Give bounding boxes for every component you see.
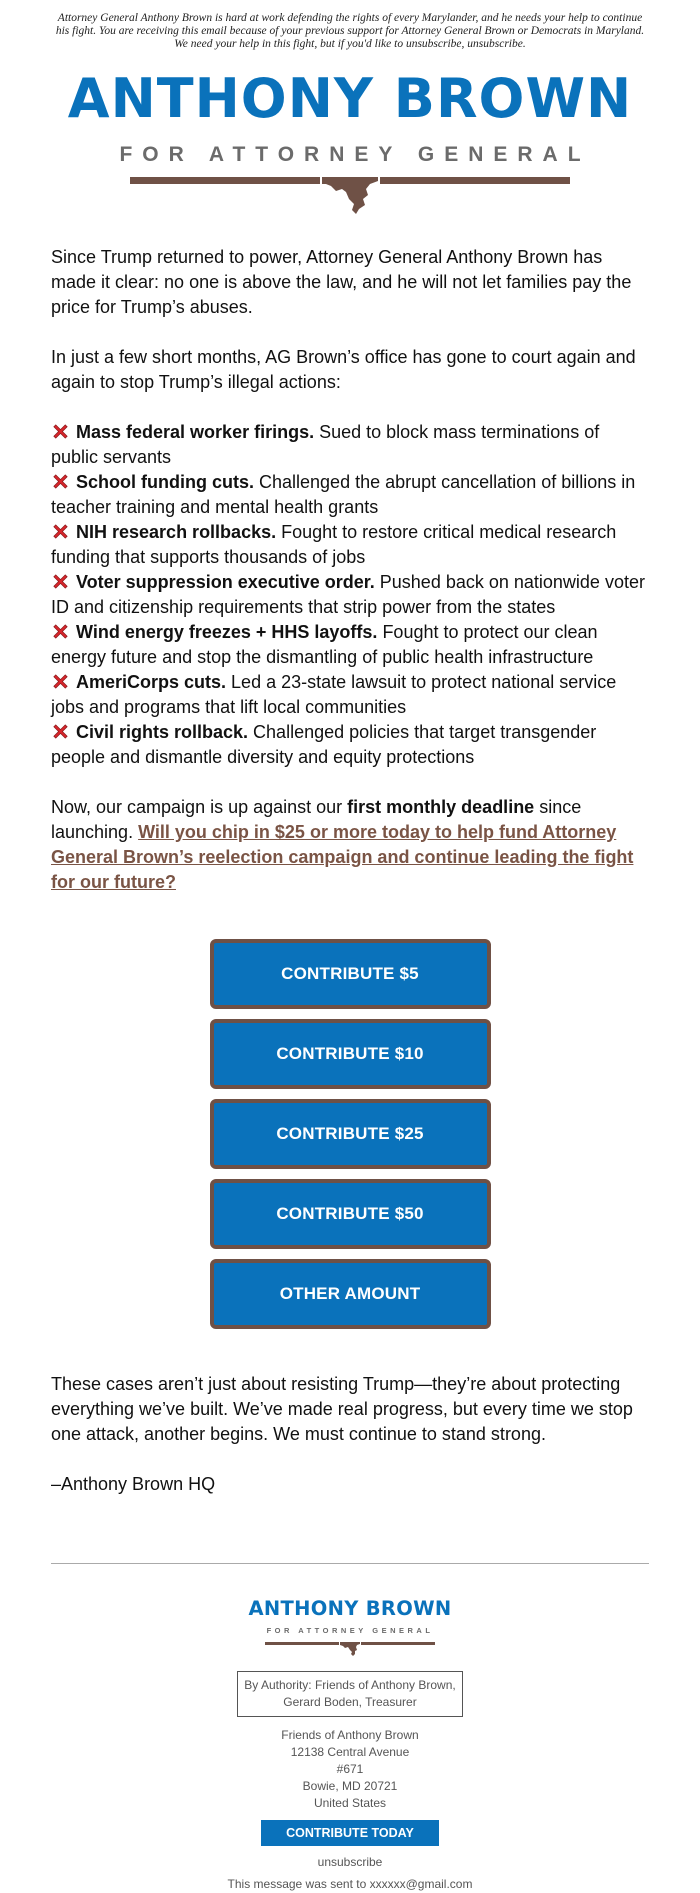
- logo-subtitle: FOR ATTORNEY GENERAL: [119, 143, 591, 166]
- list-item-text: Sued to block mass terminations of public servants: [51, 422, 600, 467]
- list-item: [51, 470, 649, 520]
- address-line: United States: [313, 1796, 387, 1810]
- list-item-text: Pushed back on nationwide voter ID and citizenship requirements that strip power from the states: [51, 572, 645, 617]
- list-item-text: Challenged the abrupt cancellation of billions in teacher training and mental health grants: [51, 472, 636, 517]
- list-item-title: Mass federal worker firings.: [76, 422, 315, 442]
- preheader-text: Attorney General Anthony Brown is hard at work defending the rights of every Marylander, and he needs your help to continue his fight. You are receiving this email because of your previous support for Attorney General Brown or Democrats in Maryland. We need your help in this fight, but if you'd like to unsubscribe, unsubscribe.: [55, 12, 645, 50]
- sent-to-text: This message was sent to xxxxxx@gmail.com: [227, 1877, 473, 1891]
- contribute-today-button[interactable]: CONTRIBUTE TODAY: [261, 1820, 439, 1846]
- list-item: [51, 720, 649, 770]
- contribution-buttons: [0, 939, 700, 1339]
- footer-logo: [0, 1598, 700, 1657]
- footer-divider: [51, 1563, 649, 1564]
- contribute-50-button[interactable]: CONTRIBUTE $50: [210, 1179, 491, 1249]
- cross-mark-icon: [51, 622, 70, 641]
- address-line: Friends of Anthony Brown: [281, 1728, 419, 1742]
- intro-paragraph: Since Trump returned to power, Attorney General Anthony Brown has made it clear: no one is above the law, and he will not let families pay the price for Trump’s abuses.: [51, 247, 632, 317]
- footer-maryland-map-icon: [265, 1641, 435, 1657]
- deadline-text-mid: since launching.: [51, 797, 582, 842]
- list-item-text: Fought to protect our clean energy future and stop the dismantling of public health infrastructure: [51, 622, 598, 667]
- list-item-title: School funding cuts.: [76, 472, 254, 492]
- authority-box: [237, 1671, 463, 1717]
- cross-mark-icon: [51, 572, 70, 591]
- authority-line: Gerard Boden, Treasurer: [283, 1695, 417, 1709]
- list-item-title: NIH research rollbacks.: [76, 522, 277, 542]
- other-amount-button[interactable]: OTHER AMOUNT: [210, 1259, 491, 1329]
- actions-list: [51, 420, 649, 770]
- mailing-address: [0, 1727, 700, 1812]
- logo-name: ANTHONY BROWN: [67, 67, 633, 130]
- cross-mark-icon: [51, 522, 70, 541]
- contribute-10-button[interactable]: CONTRIBUTE $10: [210, 1019, 491, 1089]
- list-item: [51, 520, 649, 570]
- footer-logo-subtitle: FOR ATTORNEY GENERAL: [266, 1626, 434, 1635]
- deadline-emphasis: first monthly deadline: [347, 797, 535, 817]
- court-paragraph: In just a few short months, AG Brown’s office has gone to court again and again to stop Trump’s illegal actions:: [51, 347, 636, 392]
- closing-paragraph: These cases aren’t just about resisting Trump—they’re about protecting everything we’ve built. We’ve made real progress, but every time we stop one attack, another begins. We must continue to stand strong.: [51, 1374, 633, 1444]
- list-item: [51, 420, 649, 470]
- header-logo: [0, 69, 700, 217]
- cross-mark-icon: [51, 672, 70, 691]
- cross-mark-icon: [51, 472, 70, 491]
- authority-line: By Authority: Friends of Anthony Brown,: [244, 1678, 456, 1692]
- list-item-title: Voter suppression executive order.: [76, 572, 375, 592]
- cross-mark-icon: [51, 422, 70, 441]
- message-content: [0, 245, 700, 895]
- list-item-text: Fought to restore critical medical research funding that supports thousands of jobs: [51, 522, 617, 567]
- closing-content: [0, 1372, 700, 1497]
- signature: –Anthony Brown HQ: [51, 1474, 216, 1494]
- contribute-5-button[interactable]: CONTRIBUTE $5: [210, 939, 491, 1009]
- cross-mark-icon: [51, 722, 70, 741]
- deadline-paragraph: [51, 795, 649, 895]
- list-item: [51, 570, 649, 620]
- address-line: #671: [336, 1762, 364, 1776]
- list-item-text: Challenged policies that target transgender people and dismantle diversity and equity protections: [51, 722, 597, 767]
- list-item-title: Wind energy freezes + HHS layoffs.: [76, 622, 378, 642]
- list-item-title: AmeriCorps cuts.: [76, 672, 227, 692]
- address-line: Bowie, MD 20721: [302, 1779, 398, 1793]
- list-item: [51, 670, 649, 720]
- maryland-map-icon: [130, 175, 570, 217]
- chip-in-link[interactable]: Will you chip in $25 or more today to help fund Attorney General Brown’s reelection campaign and continue leading the fight for our future?: [51, 822, 634, 892]
- list-item-text: Led a 23-state lawsuit to protect national service jobs and programs that lift local communities: [51, 672, 617, 717]
- footer: [0, 1598, 700, 1893]
- contribute-25-button[interactable]: CONTRIBUTE $25: [210, 1099, 491, 1169]
- list-item-title: Civil rights rollback.: [76, 722, 249, 742]
- address-line: 12138 Central Avenue: [290, 1745, 410, 1759]
- deadline-text-pre: Now, our campaign is up against our: [51, 797, 348, 817]
- unsubscribe-link[interactable]: unsubscribe: [317, 1855, 383, 1869]
- list-item: [51, 620, 649, 670]
- footer-logo-name: ANTHONY BROWN: [248, 1597, 452, 1620]
